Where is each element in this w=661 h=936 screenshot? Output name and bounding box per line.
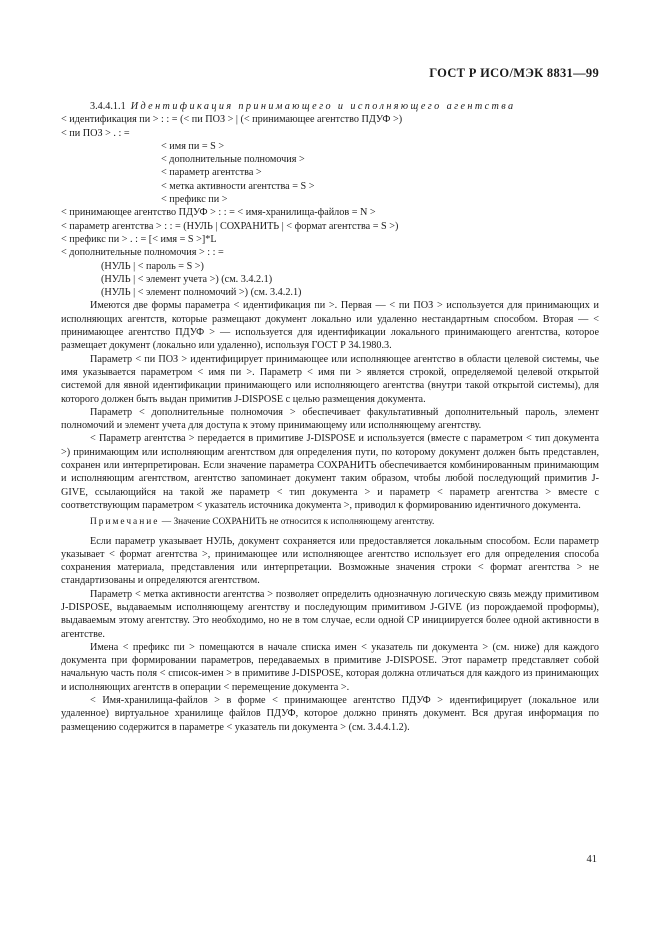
grammar-line: (НУЛЬ | < элемент полномочий >) (см. 3.4.2.1) bbox=[101, 287, 302, 299]
grammar-line: < пи ПОЗ > . : = bbox=[61, 127, 130, 139]
grammar-line: < префикс пи > bbox=[161, 194, 228, 206]
grammar-line: < дополнительные полномочия > bbox=[161, 154, 305, 166]
body-paragraph: < Имя-хранилища-файлов > в форме < принимающее агентство ПДУФ > идентифицирует (локальное или удаленное) виртуальное хранилище файлов ПДУФ, которое должно принять документ. Вся другая информация по размещению содержится в параметре < указатель пи документа > (см. 3.4.4.1.2). bbox=[61, 695, 599, 733]
grammar-line: < параметр агентства > bbox=[161, 167, 262, 179]
grammar-line: (НУЛЬ | < элемент учета >) (см. 3.4.2.1) bbox=[101, 273, 273, 285]
body-paragraph: Параметр < дополнительные полномочия > обеспечивает факультативный дополнительный пароль, элемент полномочий и элемент учета для доступа к этому принимающему или исполняющему агентству. bbox=[61, 406, 599, 432]
note bbox=[61, 516, 599, 529]
page-number: 41 bbox=[586, 854, 597, 865]
body-paragraph: Параметр < пи ПОЗ > идентифицирует принимающее или исполняющее агентство в области целевой системы, чье имя указывается параметром < имя пи >. Параметр < имя пи > является строкой, определяемой целевой открытой системой для явной идентификации принимающего или исполняющего агентства (внутри такой открытой системы), для которого должен быть выдан примитив J-DISPOSE с целью размещения документа. bbox=[61, 353, 599, 405]
page-content bbox=[61, 100, 599, 734]
page-header: ГОСТ Р ИСО/МЭК 8831—99 bbox=[429, 66, 599, 80]
grammar-line: < метка активности агентства = S > bbox=[161, 180, 315, 192]
body-paragraph: Если параметр указывает НУЛЬ, документ сохраняется или предоставляется локальным способом. Если параметр указывает < формат агентства >, принимающее или исполняющее агентство использует его для определения способа сохранения материала, представления или интерпретации. Возможные значения строки < формат агентства > не стандартизованы и определяются агентством. bbox=[61, 535, 599, 587]
body-paragraph: < Параметр агентства > передается в примитиве J-DISPOSE и используется (вместе с параметром < тип документа >) принимающим или исполняющим агентством для определения пути, по которому документ должен быть представлен, сохранен или интерпретирован. Если значение параметра СОХРАНИТЬ обеспечивается комбинированным принимающим и исполняющим агентством, агентство запоминает документ таким образом, чтобы любой последующий примитив J-GIVE, ссылающийся на такой же параметр < тип документа > и параметр < параметр агентства > вместе с соответствующим параметром < указатель источника документа >, приводил к формированию идентичного документа. bbox=[61, 433, 599, 511]
body-paragraph: Параметр < метка активности агентства > позволяет определить однозначную логическую связь между примитивом J-DISPOSE, выдаваемым исполняющему агентству и последующим примитивом J-GIVE (из порождаемой проформы), выдаваемым этому агентству. Это необходимо, но не в том случае, если одной СР инициируется более одной активности в агентстве. bbox=[61, 588, 599, 640]
grammar-line: < идентификация пи > : : = (< пи ПОЗ > | (< принимающее агентство ПДУФ >) bbox=[61, 114, 403, 126]
grammar-line: < префикс пи > . : = [< имя = S >]*L bbox=[61, 233, 217, 245]
section-number: 3.4.4.1.1 bbox=[90, 101, 126, 112]
note-text: — Значение СОХРАНИТЬ не относится к исполняющему агентству. bbox=[159, 517, 435, 528]
body-paragraph: Имеются две формы параметра < идентификация пи >. Первая — < пи ПОЗ > используется для принимающих и исполняющих агентств, которые размещают документ локально или удаленно нестандартным способом. Вторая — < принимающее агентство ПДУФ > — используется для идентификации локального принимающего агентства, которое размещает документ (локально или удаленно), используя ГОСТ Р 34.1980.3. bbox=[61, 300, 599, 352]
grammar-line: (НУЛЬ | < пароль = S >) bbox=[101, 260, 204, 272]
grammar-line: < параметр агентства > : : = (НУЛЬ | СОХРАНИТЬ | < формат агентства = S >) bbox=[61, 220, 399, 232]
section-title: Идентификация принимающего и исполняющего агентства bbox=[130, 101, 516, 112]
grammar-line: < дополнительные полномочия > : : = bbox=[61, 247, 224, 259]
section-heading bbox=[61, 100, 599, 113]
grammar-line: < имя пи = S > bbox=[161, 140, 225, 152]
body-paragraph: Имена < префикс пи > помещаются в начале списка имен < указатель пи документа > (см. ниже) для каждого документа при формировании параметров, передаваемых в примитиве J-DISPOSE. Этот параметр представляет собой начальную часть поля < список-имен > в примитиве J-DISPOSE, которая должна отличаться для каждого из принимающих и исполняющих агентств в операции < перемещение документа >. bbox=[61, 641, 599, 693]
note-label: Примечание bbox=[90, 517, 160, 528]
grammar-line: < принимающее агентство ПДУФ > : : = < имя-хранилища-файлов = N > bbox=[61, 207, 376, 219]
